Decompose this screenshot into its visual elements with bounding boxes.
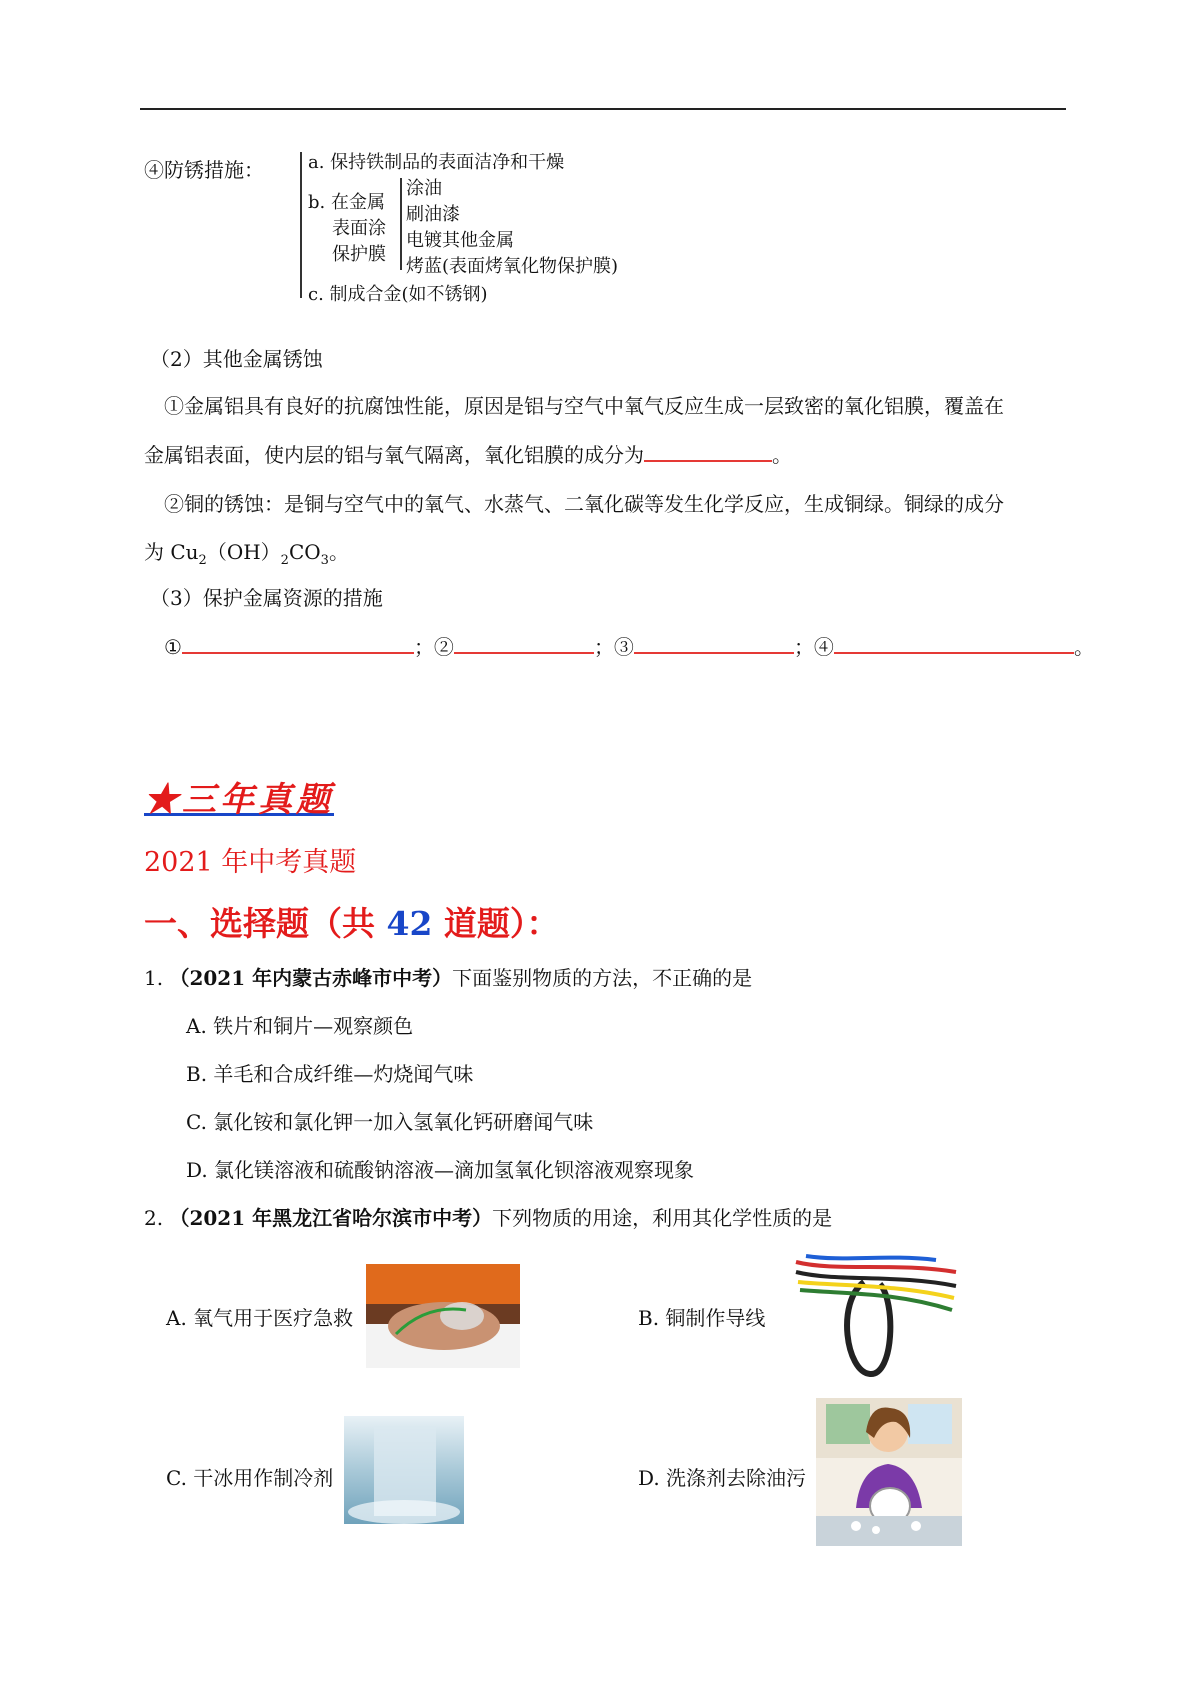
rust-item-b-line3: 保护膜 — [332, 244, 386, 265]
copper-para-line2: 为 $Cu_2(OH)_2CO_3$。 — [144, 540, 349, 568]
answer-blank-1[interactable] — [182, 632, 414, 654]
q2-stem: 2. （2021 年黑龙江省哈尔滨市中考）下列物质的用途，利用其化学性质的是 — [144, 1206, 833, 1230]
q2-option-d[interactable]: D. 洗涤剂去除油污 — [638, 1466, 807, 1490]
answer-blank-4[interactable] — [834, 632, 1074, 654]
q1-option-c[interactable]: C. 氯化铵和氯化钾一加入氢氧化钙研磨闻气味 — [186, 1110, 594, 1134]
rust-item-b-line1: b. 在金属 — [308, 192, 385, 213]
answer-blank-3[interactable] — [634, 632, 794, 654]
outer-brace — [300, 152, 302, 298]
header-rule — [140, 108, 1066, 110]
copper-wire-image — [776, 1242, 974, 1380]
copper-para-line1: ②铜的锈蚀：是铜与空气中的氧气、水蒸气、二氧化碳等发生化学反应，生成铜绿。铜绿的成分 — [164, 492, 1004, 516]
q1-option-a[interactable]: A. 铁片和铜片—观察颜色 — [186, 1014, 414, 1038]
aluminum-para-line1: ①金属铝具有良好的抗腐蚀性能，原因是铝与空气中氧气反应生成一层致密的氧化铝膜，覆盖在 — [164, 394, 1004, 418]
dishwashing-woman-image — [816, 1398, 962, 1546]
q1-stem: 1. （2021 年内蒙古赤峰市中考）下面鉴别物质的方法，不正确的是 — [144, 966, 753, 990]
year-title: 2021 年中考真题 — [144, 847, 357, 878]
rust-b-sub1: 涂油 — [406, 178, 442, 199]
rust-item-c: c. 制成合金(如不锈钢) — [308, 284, 488, 305]
dry-ice-image — [344, 1416, 464, 1524]
q2-option-c[interactable]: C. 干冰用作制冷剂 — [166, 1466, 334, 1490]
rust-item-a: a. 保持铁制品的表面洁净和干燥 — [308, 152, 565, 173]
protect-blanks-line: ① ；② ；③ ；④ 。 — [164, 632, 1094, 661]
rust-b-sub2: 刷油漆 — [406, 204, 460, 225]
other-corrosion-heading: （2）其他金属锈蚀 — [150, 347, 323, 371]
aluminum-para-line2: 金属铝表面，使内层的铝与氧气隔离，氧化铝膜的成分为 。 — [144, 440, 792, 469]
rust-prevention-label: ④防锈措施： — [144, 158, 264, 182]
rust-b-sub4: 烤蓝(表面烤氧化物保护膜) — [406, 256, 619, 277]
q2-option-b[interactable]: B. 铜制作导线 — [638, 1306, 766, 1330]
section-star-title: ★三年真题 — [144, 780, 334, 820]
q2-option-a[interactable]: A. 氧气用于医疗急救 — [166, 1306, 354, 1330]
q1-option-b[interactable]: B. 羊毛和合成纤维—灼烧闻气味 — [186, 1062, 474, 1086]
protect-heading: （3）保护金属资源的措施 — [150, 586, 383, 610]
rust-item-b-line2: 表面涂 — [332, 218, 386, 239]
answer-blank-alumina[interactable] — [644, 440, 772, 462]
question-section-heading: 一、选择题（共 42 道题）： — [144, 904, 560, 943]
answer-blank-2[interactable] — [454, 632, 594, 654]
oxygen-mask-image — [366, 1264, 520, 1368]
rust-b-sub3: 电镀其他金属 — [406, 230, 514, 251]
q1-option-d[interactable]: D. 氯化镁溶液和硫酸钠溶液—滴加氢氧化钡溶液观察现象 — [186, 1158, 695, 1182]
inner-brace — [400, 178, 402, 270]
